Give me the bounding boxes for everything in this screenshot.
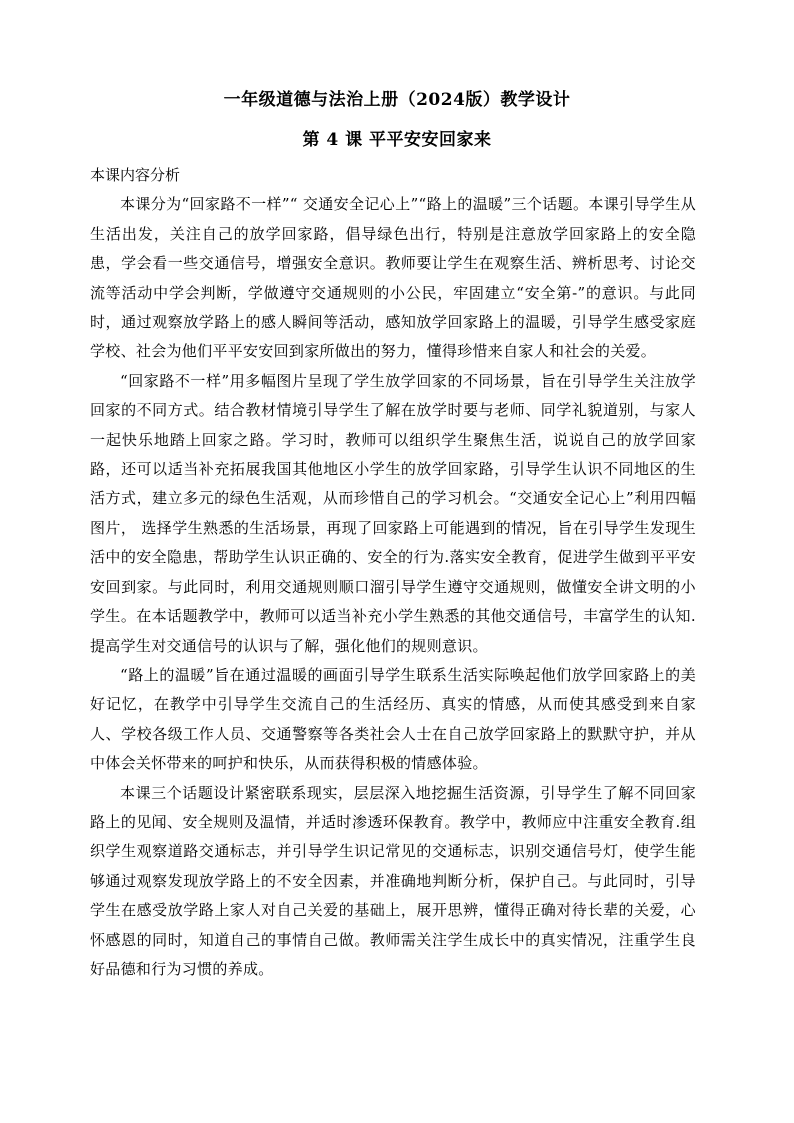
section-heading: 本课内容分析 <box>90 166 181 184</box>
document-title: 一年级道德与法治上册（2024版）教学设计 <box>223 90 571 110</box>
document-body <box>90 161 696 984</box>
paragraph-topic-3: “路上的温暖”旨在通过温暖的画面引导学生联系生活实际唤起他们放学回家路上的美好记忆，在教学中引导学生交流自己的生活经历、真实的情感，从而使其感受到来自家人、学校各级工作人员、交通警察等各类社会人士在自己放学回家路上的默默守护，并从中体会关怀带来的呵护和快乐，从而获得积极的情感体验。 <box>90 665 696 773</box>
lesson-title: 第 4 课 平平安安回家来 <box>302 130 492 150</box>
paragraph-summary: 本课三个话题设计紧密联系现实，层层深入地挖掘生活资源，引导学生了解不同回家路上的见闻、安全规则及温情，并适时渗透环保教育。教学中，教师应中注重安全教育.组织学生观察道路交通标志，并引导学生识记常见的交通标志，识别交通信号灯，使学生能够通过观察发现放学路上的不安全因素，并准确地判断分析，保护自己。与此同时，引导学生在感受放学路上家人对自己关爱的基础上，展开思辨，懂得正确对待长辈的关爱，心怀感恩的同时，知道自己的事情自己做。教师需关注学生成长中的真实情况，注重学生良好品德和行为习惯的养成。 <box>90 783 696 978</box>
paragraph-overview: 本课分为“回家路不一样”“ 交通安全记心上”“路上的温暖”三个话题。本课引导学生从生活出发，关注自己的放学回家路，倡导绿色出行，特别是注意放学回家路上的安全隐患，学会看一些交通信号，增强安全意识。教师要让学生在观察生活、辨析思考、讨论交流等活动中学会判断，学做遵守交通规则的小公民，牢固建立“安全第-”的意识。与此同时，通过观察放学路上的感人瞬间等活动，感知放学回家路上的温暖，引导学生感受家庭学校、社会为他们平平安安回到家所做出的努力，懂得珍惜来自家人和社会的关爱。 <box>90 195 696 361</box>
paragraph-topic-1-2: “回家路不一样”用多幅图片呈现了学生放学回家的不同场景，旨在引导学生关注放学回家的不同方式。结合教材情境引导学生了解在放学时要与老师、同学礼貌道别，与家人一起快乐地踏上回家之路。学习时，教师可以组织学生聚焦生活，说说自己的放学回家路，还可以适当补充拓展我国其他地区小学生的放学回家路，引导学生认识不同地区的生活方式，建立多元的绿色生活观，从而珍惜自己的学习机会。“交通安全记心上”利用四幅图片， 选择学生熟悉的生活场景，再现了回家路上可能遇到的情况，旨在引导学生发现生活中的安全隐患，帮助学生认识正确的、安全的行为.落实安全教育，促进学生做到平平安安回到家。与此同时，利用交通规则顺口溜引导学生遵守交通规则，做懂安全讲文明的小学生。在本话题教学中，教师可以适当补充小学生熟悉的其他交通信号，丰富学生的认知.提高学生对交通信号的认识与了解，强化他们的规则意识。 <box>90 371 696 655</box>
